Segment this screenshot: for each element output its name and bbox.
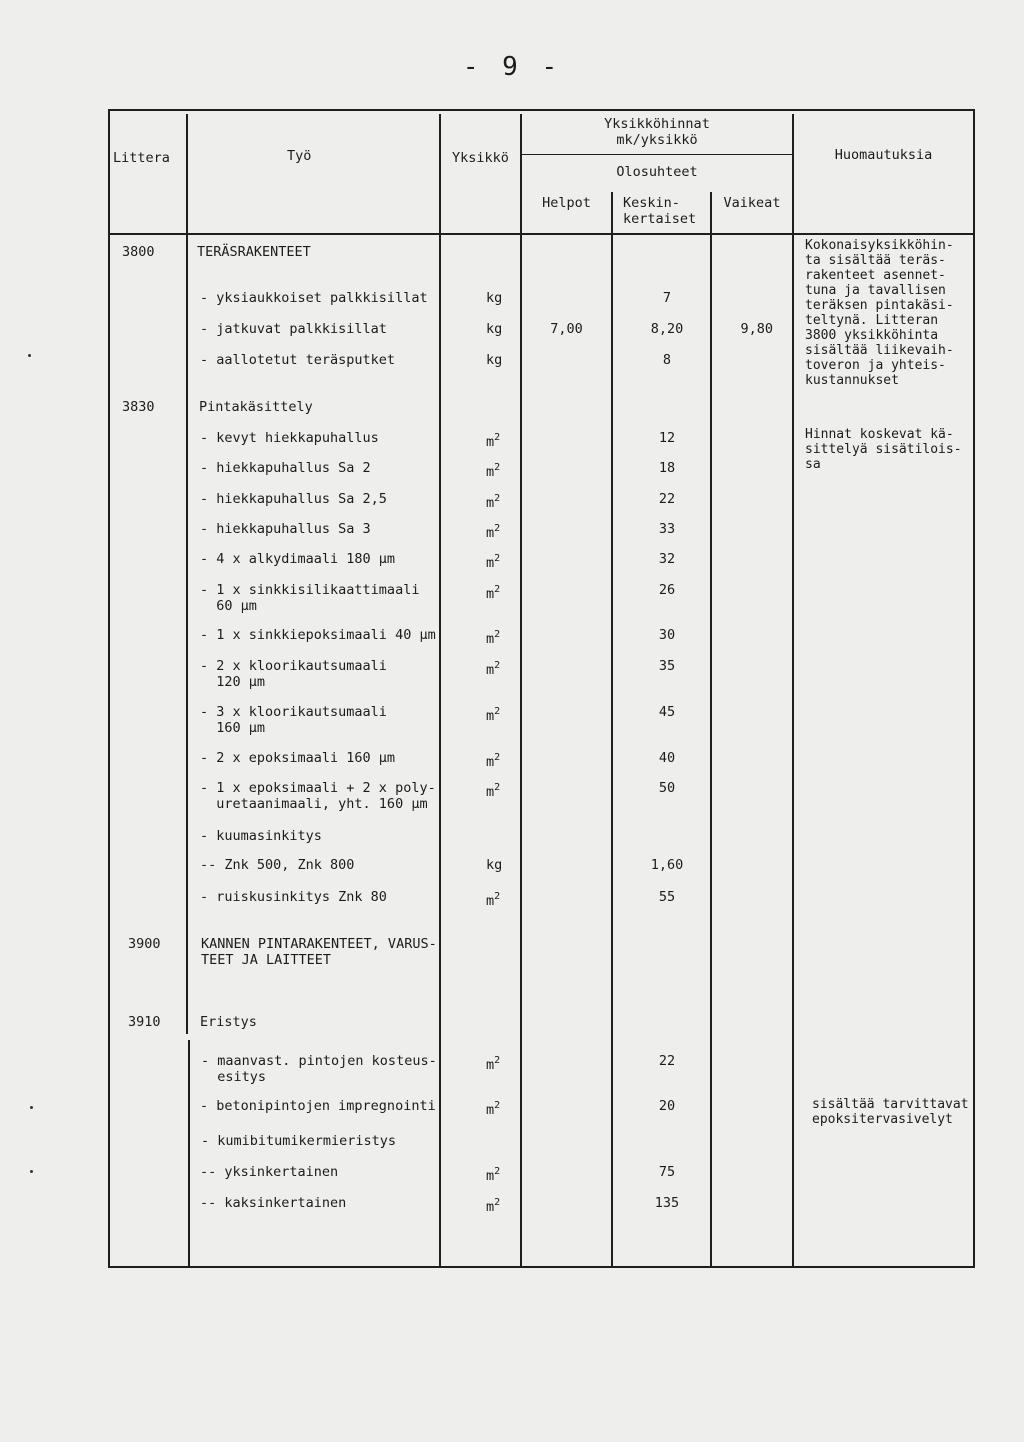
row-keskin: 40 bbox=[658, 750, 676, 766]
row-keskin: 20 bbox=[658, 1098, 676, 1114]
row-work: -- kaksinkertainen bbox=[200, 1195, 347, 1211]
header-olosuhteet: Olosuhteet bbox=[616, 164, 698, 180]
table-right-border bbox=[973, 109, 975, 1268]
row-work: - 4 x alkydimaali 180 µm bbox=[200, 551, 396, 567]
header-yksikko: Yksikkö bbox=[452, 150, 509, 166]
note-line: epoksitervasivelyt bbox=[812, 1112, 953, 1127]
note-line: sa bbox=[805, 457, 821, 472]
col-rule-littera-lower bbox=[188, 1040, 190, 1268]
row-work: - 3 x kloorikautsumaali bbox=[200, 704, 387, 720]
note-line: ta sisältää teräs- bbox=[805, 253, 946, 268]
note-line: sittelyä sisätilois- bbox=[805, 442, 962, 457]
header-yksikkohinnat: Yksikköhinnat bbox=[604, 116, 710, 132]
row-keskin: 75 bbox=[658, 1164, 676, 1180]
note-line: Kokonaisyksikköhin- bbox=[805, 238, 954, 253]
row-keskin: 30 bbox=[658, 627, 676, 643]
row-keskin: 32 bbox=[658, 551, 676, 567]
row-code: 3900 bbox=[128, 936, 161, 952]
col-rule-vaikeat bbox=[792, 114, 794, 1268]
col-rule-tyo bbox=[439, 114, 441, 1268]
col-rule-yksikko bbox=[520, 114, 522, 1268]
row-code: 3800 bbox=[122, 244, 155, 260]
row-unit: $m^2$ bbox=[486, 523, 501, 541]
row-unit: $m^2$ bbox=[486, 782, 501, 800]
row-work: Eristys bbox=[200, 1014, 257, 1030]
header-littera: Littera bbox=[113, 150, 170, 166]
row-keskin: 135 bbox=[654, 1195, 680, 1211]
row-unit: $m^2$ bbox=[486, 1166, 501, 1184]
row-keskin: 45 bbox=[658, 704, 676, 720]
row-work: esitys bbox=[201, 1069, 267, 1085]
row-unit: $m^2$ bbox=[486, 462, 501, 480]
row-unit: $m^2$ bbox=[486, 432, 501, 450]
row-work: uretaanimaali, yht. 160 µm bbox=[200, 796, 428, 812]
note-line: sisältää liikevaih- bbox=[805, 343, 954, 358]
row-unit: $m^2$ bbox=[486, 891, 501, 909]
row-unit: $m^2$ bbox=[486, 584, 501, 602]
note-line: teräksen pintakäsi- bbox=[805, 298, 954, 313]
row-unit: $m^2$ bbox=[486, 752, 501, 770]
row-keskin: 1,60 bbox=[650, 857, 684, 873]
row-keskin: 8,20 bbox=[650, 321, 684, 337]
row-work: - maanvast. pintojen kosteus- bbox=[201, 1053, 437, 1069]
scan-speck bbox=[28, 354, 31, 357]
row-work: -- Znk 500, Znk 800 bbox=[200, 857, 355, 873]
row-work: - 1 x sinkkiepoksimaali 40 µm bbox=[200, 627, 436, 643]
note-line: rakenteet asennet- bbox=[805, 268, 946, 283]
row-work: - kevyt hiekkapuhallus bbox=[200, 430, 379, 446]
row-work: KANNEN PINTARAKENTEET, VARUS- bbox=[201, 936, 437, 952]
page-number: - 9 - bbox=[462, 52, 562, 82]
header-kertaiset: kertaiset bbox=[623, 211, 697, 227]
row-work: - 1 x sinkkisilikaattimaali bbox=[200, 582, 420, 598]
row-code: 3910 bbox=[128, 1014, 161, 1030]
col-rule-littera bbox=[186, 114, 188, 1034]
row-work: - aallotetut teräsputket bbox=[200, 352, 396, 368]
row-work: - yksiaukkoiset palkkisillat bbox=[200, 290, 428, 306]
row-work: - 2 x epoksimaali 160 µm bbox=[200, 750, 396, 766]
row-work: - 1 x epoksimaali + 2 x poly- bbox=[200, 780, 436, 796]
row-keskin: 35 bbox=[658, 658, 676, 674]
row-keskin: 50 bbox=[658, 780, 676, 796]
header-sub-rule bbox=[520, 154, 794, 155]
row-work: - hiekkapuhallus Sa 3 bbox=[200, 521, 371, 537]
header-huomautuksia: Huomautuksia bbox=[834, 147, 933, 163]
row-work: - hiekkapuhallus Sa 2 bbox=[200, 460, 371, 476]
row-work: TEET JA LAITTEET bbox=[201, 952, 332, 968]
note-line: Hinnat koskevat kä- bbox=[805, 427, 954, 442]
row-unit: $m^2$ bbox=[486, 706, 501, 724]
row-work: 160 µm bbox=[200, 720, 266, 736]
table-top-border bbox=[108, 109, 974, 111]
row-code: 3830 bbox=[122, 399, 155, 415]
note-line: toveron ja yhteis- bbox=[805, 358, 946, 373]
table-bottom-border bbox=[108, 1266, 974, 1268]
row-unit: $m^2$ bbox=[486, 493, 501, 511]
row-keskin: 22 bbox=[658, 491, 676, 507]
note-line: sisältää tarvittavat bbox=[812, 1097, 969, 1112]
row-work: - betonipintojen impregnointi bbox=[200, 1098, 436, 1114]
row-unit: kg bbox=[486, 321, 503, 337]
row-unit: $m^2$ bbox=[486, 629, 501, 647]
row-work: -- yksinkertainen bbox=[200, 1164, 339, 1180]
row-keskin: 33 bbox=[658, 521, 676, 537]
row-unit: $m^2$ bbox=[486, 1055, 501, 1073]
header-keskin: Keskin- bbox=[623, 195, 680, 211]
header-bottom-rule bbox=[108, 233, 974, 235]
row-keskin: 12 bbox=[658, 430, 676, 446]
row-keskin: 18 bbox=[658, 460, 676, 476]
row-work: - ruiskusinkitys Znk 80 bbox=[200, 889, 387, 905]
row-keskin: 8 bbox=[662, 352, 672, 368]
row-vaikeat: 9,80 bbox=[740, 321, 773, 337]
row-work: - 2 x kloorikautsumaali bbox=[200, 658, 387, 674]
row-unit: $m^2$ bbox=[486, 660, 501, 678]
row-work: Pintakäsittely bbox=[199, 399, 313, 415]
header-mk-yksikko: mk/yksikkö bbox=[616, 132, 698, 148]
row-work: - hiekkapuhallus Sa 2,5 bbox=[200, 491, 387, 507]
header-vaikeat: Vaikeat bbox=[723, 195, 781, 211]
row-work: 60 µm bbox=[200, 598, 257, 614]
note-line: kustannukset bbox=[805, 373, 899, 388]
note-line: teltynä. Litteran bbox=[805, 313, 939, 328]
note-line: tuna ja tavallisen bbox=[805, 283, 946, 298]
row-work: - kumibitumikermieristys bbox=[201, 1133, 397, 1149]
scan-speck bbox=[30, 1170, 33, 1173]
row-unit: $m^2$ bbox=[486, 1197, 501, 1215]
row-work: TERÄSRAKENTEET bbox=[197, 244, 311, 260]
row-unit: $m^2$ bbox=[486, 553, 501, 571]
scan-speck bbox=[30, 1106, 33, 1109]
row-unit: kg bbox=[486, 857, 503, 873]
header-helpot: Helpot bbox=[542, 195, 591, 211]
row-keskin: 7 bbox=[662, 290, 672, 306]
row-unit: kg bbox=[486, 352, 503, 368]
row-unit: $m^2$ bbox=[486, 1100, 501, 1118]
header-tyo: Työ bbox=[287, 148, 312, 164]
row-unit: kg bbox=[486, 290, 503, 306]
row-work: - jatkuvat palkkisillat bbox=[200, 321, 387, 337]
note-line: 3800 yksikköhinta bbox=[805, 328, 939, 343]
row-work: - kuumasinkitys bbox=[200, 828, 322, 844]
row-keskin: 22 bbox=[658, 1053, 676, 1069]
table-left-border bbox=[108, 109, 110, 1268]
row-keskin: 55 bbox=[658, 889, 676, 905]
row-helpot: 7,00 bbox=[550, 321, 583, 337]
row-keskin: 26 bbox=[658, 582, 676, 598]
row-work: 120 µm bbox=[200, 674, 266, 690]
